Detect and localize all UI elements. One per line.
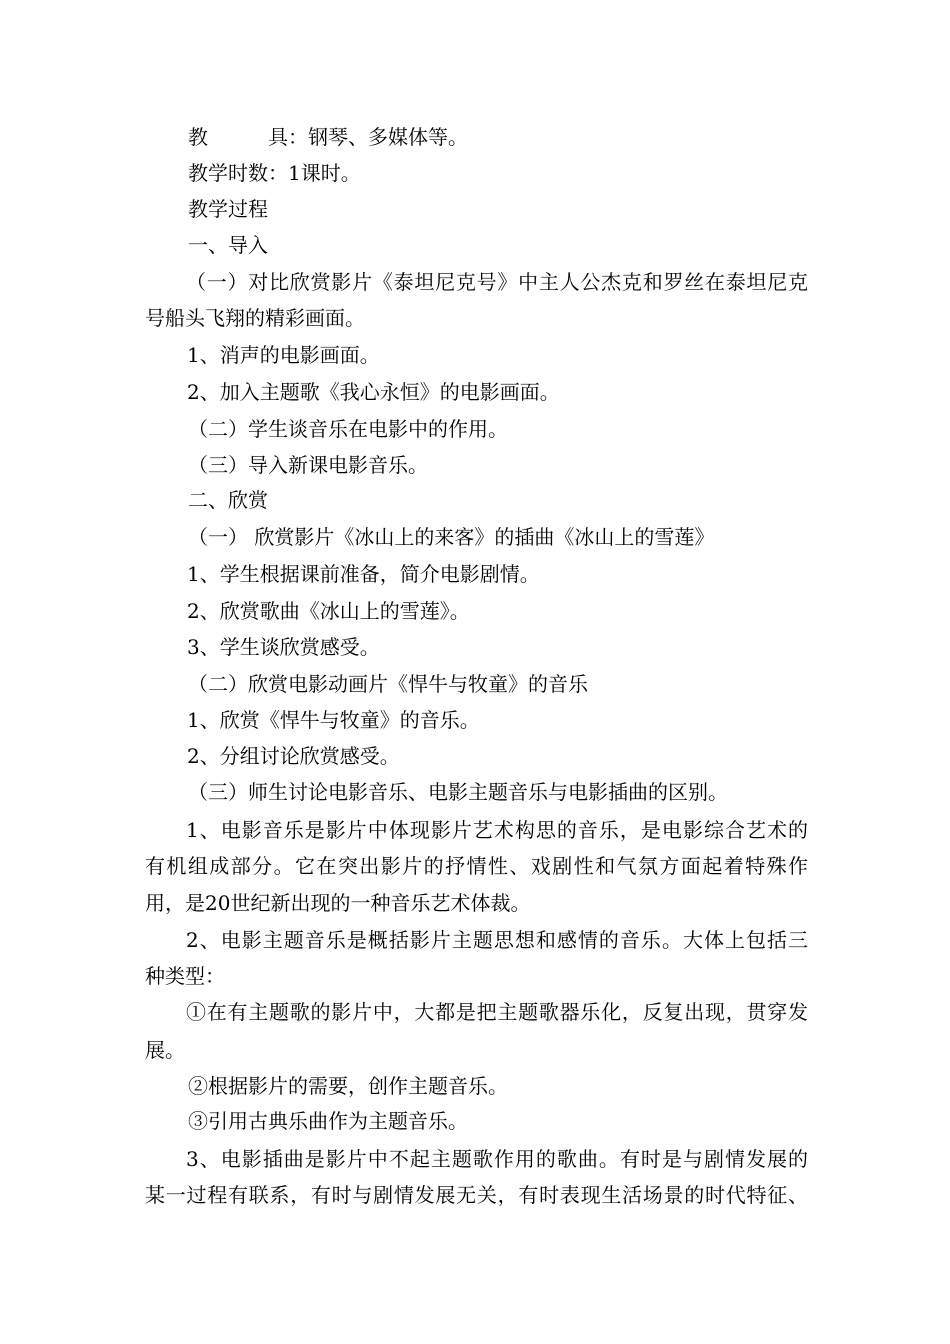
- list-item: [0, 705, 950, 735]
- line-section-intro: [0, 230, 950, 260]
- subsection-text: （一） 欣赏影片《冰山上的来客》的插曲《冰山上的雪莲》: [188, 525, 715, 549]
- section-heading-appreciation: 二、欣赏: [188, 488, 268, 512]
- paragraph-text: 3、电影插曲是影片中不起主题歌作用的歌曲。有时是与剧情发展的: [186, 1147, 808, 1171]
- paragraph-line: [0, 1106, 950, 1136]
- paragraph-text: ③引用古典乐曲作为主题音乐。: [188, 1109, 468, 1133]
- subsection-line: [0, 669, 950, 699]
- paragraph-line: [0, 303, 950, 333]
- list-item-text: 2、加入主题歌《我心永恒》的电影画面。: [187, 380, 560, 404]
- paragraph-line: [0, 925, 950, 955]
- list-item: [0, 559, 950, 589]
- teaching-tools-text: 教 具：钢琴、多媒体等。: [188, 125, 468, 149]
- paragraph-line: [0, 1035, 950, 1065]
- list-item: [0, 632, 950, 662]
- paragraph-line: [0, 997, 950, 1027]
- paragraph-text: ②根据影片的需要，创作主题音乐。: [188, 1074, 508, 1098]
- paragraph-line: [0, 961, 950, 991]
- list-item-text: 1、欣赏《悍牛与牧童》的音乐。: [187, 708, 480, 732]
- list-item: [0, 741, 950, 771]
- paragraph-line: [0, 888, 950, 918]
- paragraph-text: 某一过程有联系，有时与剧情发展无关，有时表现生活场景的时代特征、: [145, 1183, 808, 1207]
- paragraph-line: [0, 815, 950, 845]
- subsection-text: （二）欣赏电影动画片《悍牛与牧童》的音乐: [188, 672, 588, 696]
- subsection-text: （二）学生谈音乐在电影中的作用。: [188, 417, 508, 441]
- list-item-text: 1、学生根据课前准备，简介电影剧情。: [187, 562, 540, 586]
- paragraph-text: 有机组成部分。它在突出影片的抒情性、戏剧性和气氛方面起着特殊作: [145, 854, 808, 878]
- subsection-line: [0, 450, 950, 480]
- paragraph-text: 种类型：: [145, 964, 225, 988]
- subsection-line: [0, 414, 950, 444]
- paragraph-text: ①在有主题歌的影片中，大都是把主题歌器乐化，反复出现，贯穿发: [186, 1000, 808, 1024]
- paragraph-text: 展。: [145, 1038, 185, 1062]
- line-teaching-hours: [0, 158, 950, 188]
- paragraph-line: [0, 851, 950, 881]
- subsection-line: [0, 777, 950, 807]
- section-heading-intro: 一、导入: [188, 233, 268, 257]
- list-item: [0, 596, 950, 626]
- paragraph-text: （一）对比欣赏影片《泰坦尼克号》中主人公杰克和罗丝在泰坦尼克: [186, 270, 808, 294]
- line-section-appreciation: [0, 485, 950, 515]
- paragraph-line: [0, 1144, 950, 1174]
- line-teaching-process: [0, 194, 950, 224]
- list-item-text: 3、学生谈欣赏感受。: [187, 635, 380, 659]
- list-item-text: 2、分组讨论欣赏感受。: [187, 744, 400, 768]
- paragraph-text: 2、电影主题音乐是概括影片主题思想和感情的音乐。大体上包括三: [186, 928, 808, 952]
- list-item-text: 2、欣赏歌曲《冰山上的雪莲》。: [187, 599, 470, 623]
- paragraph-text: 1、电影音乐是影片中体现影片艺术构思的音乐，是电影综合艺术的: [186, 818, 808, 842]
- paragraph-line: [0, 1180, 950, 1210]
- paragraph-text: 号船头飞翔的精彩画面。: [145, 306, 365, 330]
- line-teaching-tools: [0, 122, 950, 152]
- list-item-text: 1、消声的电影画面。: [187, 343, 380, 367]
- subsection-line: [0, 522, 950, 552]
- section-heading-process: 教学过程: [188, 197, 268, 221]
- subsection-text: （三）导入新课电影音乐。: [188, 453, 428, 477]
- paragraph-line: [0, 267, 950, 297]
- list-item: [0, 377, 950, 407]
- list-item: [0, 340, 950, 370]
- paragraph-line: [0, 1071, 950, 1101]
- subsection-text: （三）师生讨论电影音乐、电影主题音乐与电影插曲的区别。: [188, 780, 728, 804]
- teaching-hours-text: 教学时数：1课时。: [188, 161, 361, 185]
- paragraph-text: 用，是20世纪新出现的一种音乐艺术体裁。: [145, 891, 531, 915]
